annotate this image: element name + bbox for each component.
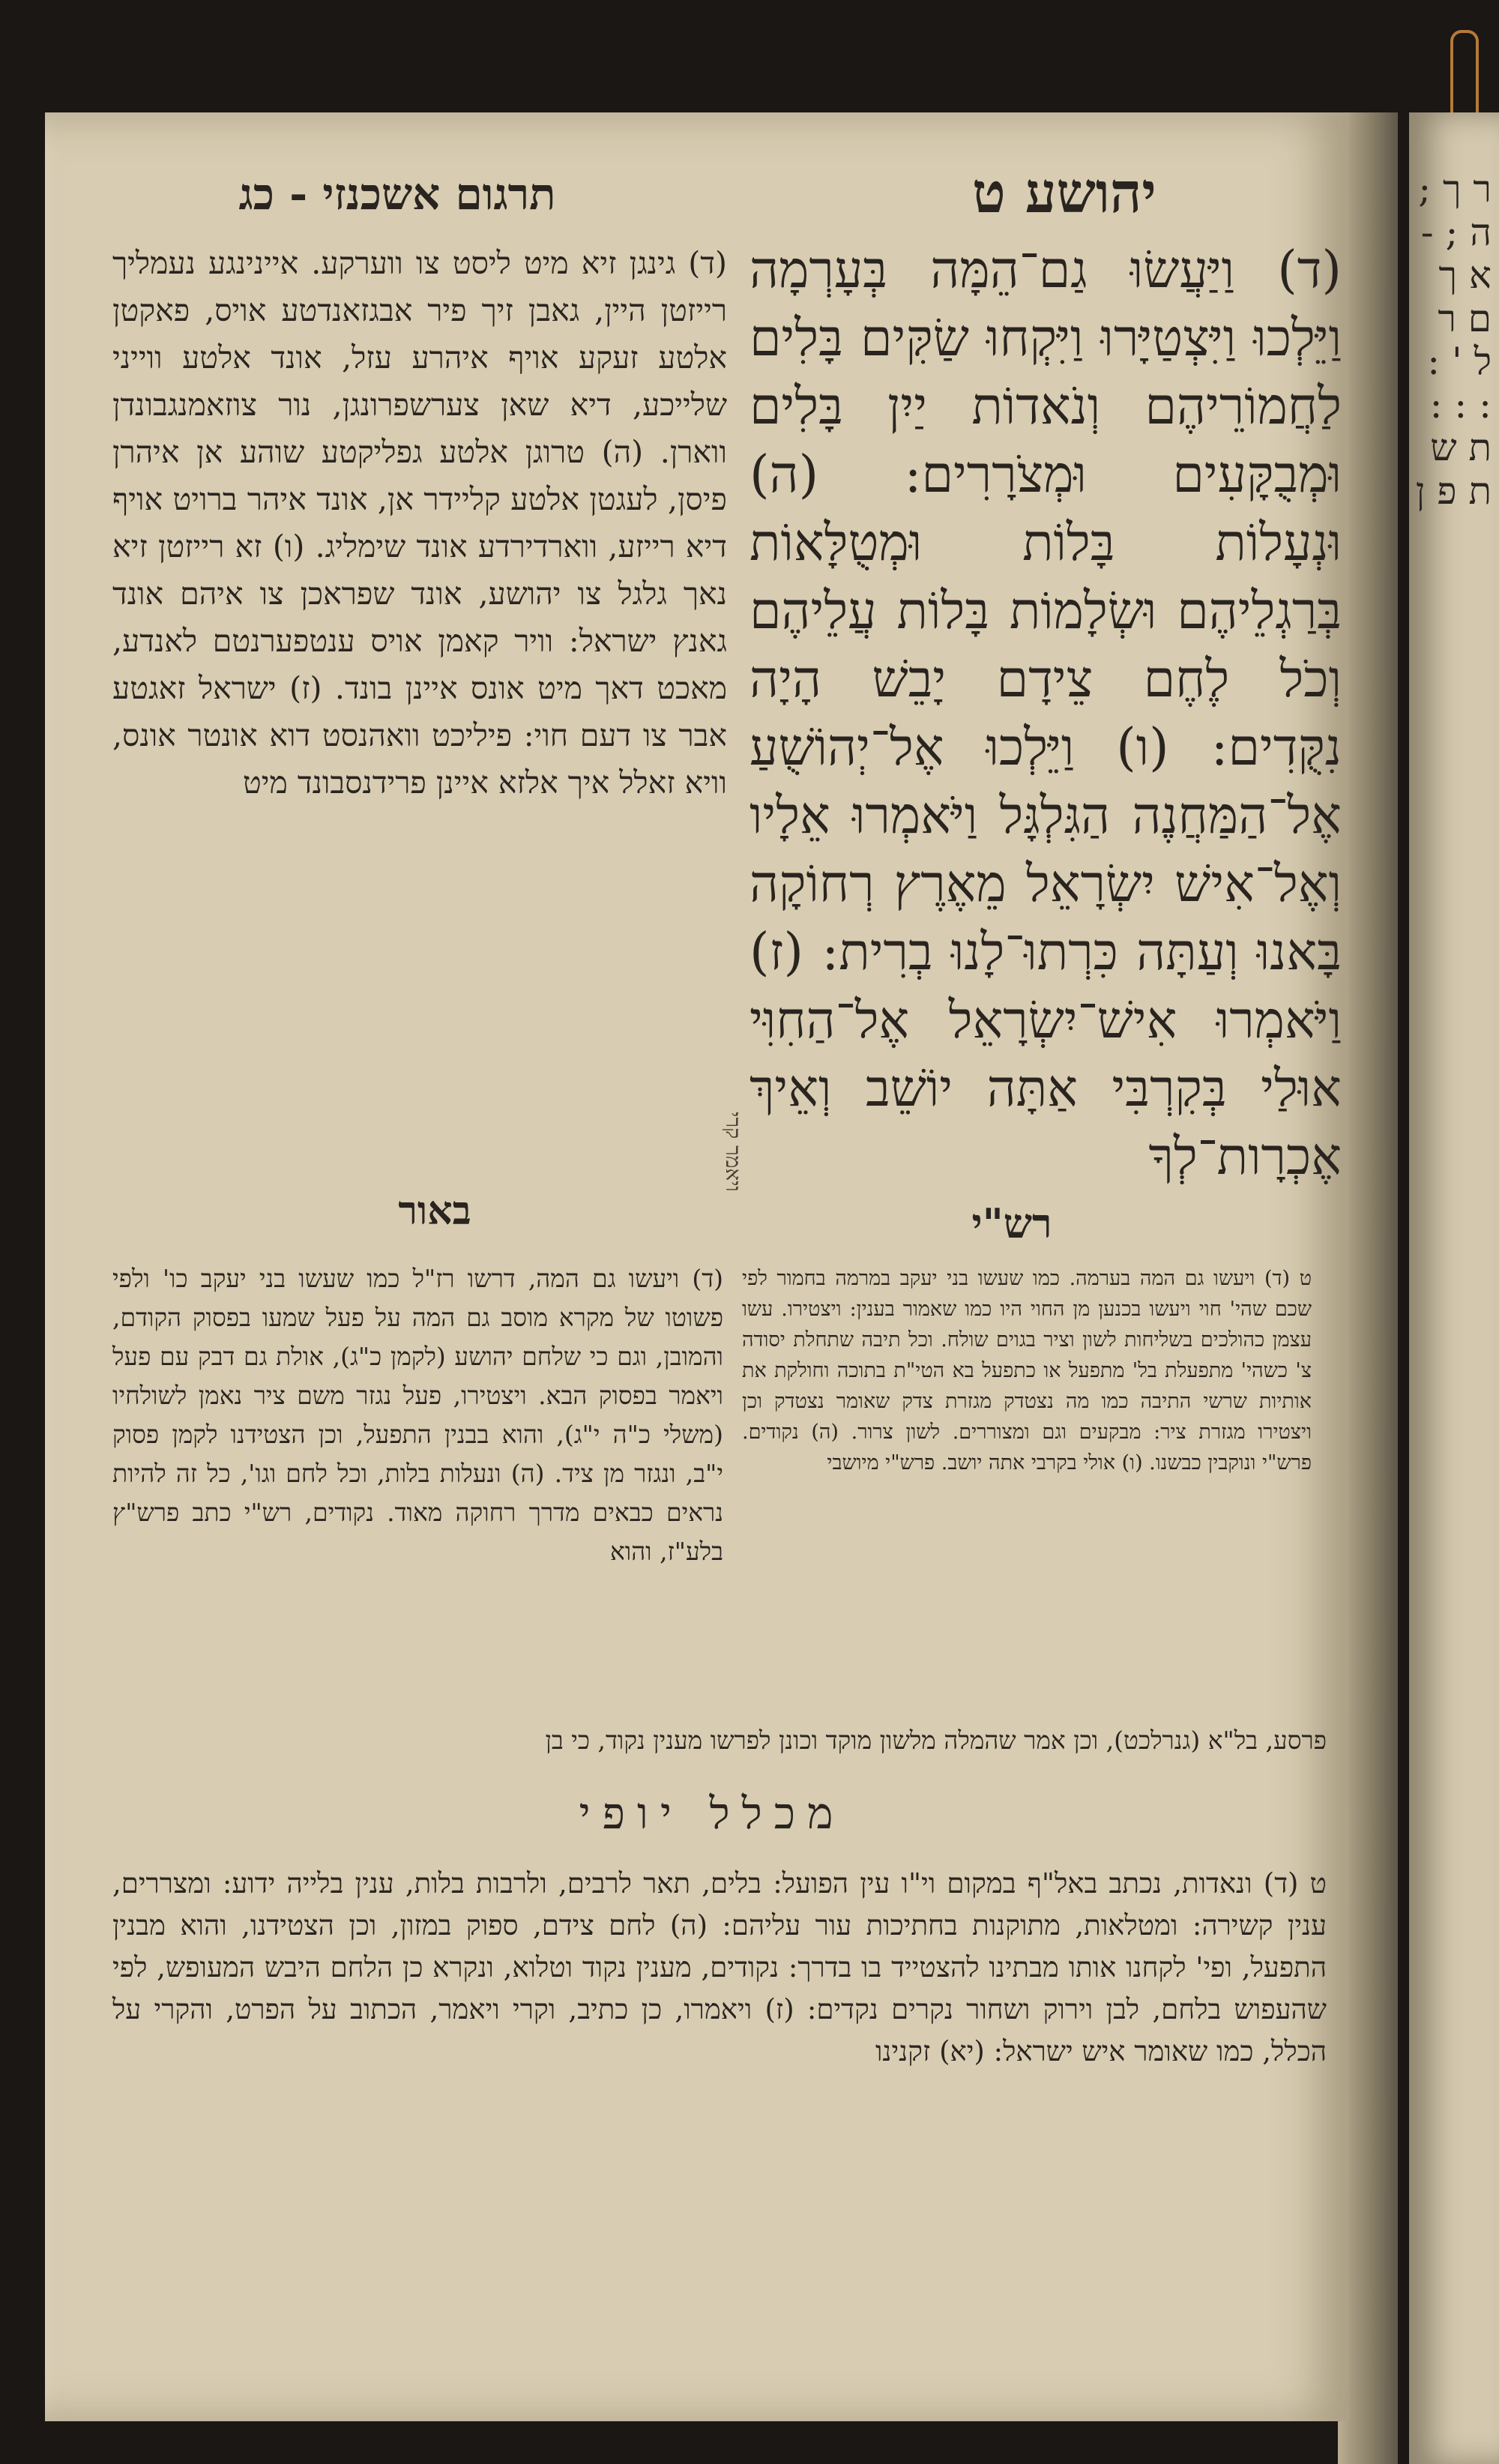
- rashi-heading: רש"י: [971, 1199, 1052, 1247]
- biur-heading: באור: [398, 1188, 471, 1234]
- hebrew-verse-text: (ד) וַיַּעֲשׂוּ גַם־הֵמָּה בְּעָרְמָה וַיֵּלְכוּ וַיִּצְטַיָּרוּ וַיִּקְחוּ שַׂקִּים בָּלִים לַחֲמוֹרֵיהֶם וְנֹאדוֹת יַיִן בָּלִים וּמְבֻקָּעִים וּמְצֹרָרִים: (ה) וּנְעָלוֹת בָּלוֹת וּמְטֻלָּאוֹת בְּרַגְלֵיהֶם וּשְׂלָמוֹת בָּלוֹת עֲלֵיהֶם וְכֹל לֶחֶם צֵידָם יָבֵשׁ הָיָה נִקֻּדִים: (ו) וַיֵּלְכוּ אֶל־יְהוֹשֻׁעַ אֶל־הַמַּחֲנֶה הַגִּלְגָּל וַיֹּאמְרוּ אֵלָיו וְאֶל־אִישׁ יִשְׂרָאֵל מֵאֶרֶץ רְחוֹקָה בָּאנוּ וְעַתָּה כִּרְתוּ־לָנוּ בְרִית: (ז) וַיֹּאמְרוּ אִישׁ־יִשְׂרָאֵל אֶל־הַחִוִּי אוּלַי בְּקִרְבִּי אַתָּה יוֹשֵׁב וְאֵיךְ אֶכְרָות־לְךָ: [750, 241, 1342, 1187]
- yiddish-translation-text: (ד) גינגן זיא מיט ליסט צו ווערקע. איינינגע נעמליך רייזטן היין, גאבן זיך פיר אבגזאנדטע אויס, פאקטן אלטע זעקע אויף איהרע עזל, אונד אלטע ווייני שלייכע, דיא שאן צערשפרונגן, נור צוזאמנגבונדן ווארן. (ה) טרוגן אלטע גפליקטע שוהע אן איהרן פיסן, לעגטן אלטע קליידר אן, אונד איהר ברויט אויף דיא רייזע, ווארדירדע אונד שימליג. (ו) זא רייזטן זיא נאך גלגל צו יהושע, אונד שפראכן צו איהם אונד גאנץ ישראל: וויר קאמן אויס ענטפערנטם לאנדע, מאכט דאך מיט אונס איינן בונד. (ז) ישראל זאגטע אבר צו דעם חוי: פיליכט וואהנסט דוא אונטר אונס, וויא זאלל איך אלזא איינן פרידנסבונד מיט: [112, 245, 727, 801]
- running-head-right: יהושע ט: [972, 161, 1156, 226]
- facing-page-glyphs: ר ך ; ה ; - א ך ם ר ל ' : : : : ת ש ת פ ן: [1415, 167, 1492, 513]
- mikhlal-yofi-heading: מכלל יופי: [579, 1788, 845, 1839]
- rashi-commentary: ט (ד) ויעשו גם המה בערמה. כמו שעשו בני יעקב במרמה בחמור לפי שכם שהי' חוי ויעשו בכנען מן החוי היו כמו שאמור בענין: ויצטירו. עשו עצמן כהולכים בשליחות לשון וציר בגוים שולח. וכל תיבה שתחלת יסודה צ' כשהי' מתפעלת בל' מתפעל או כתפעל בא הטי"ת בתוכה וחולקת את אותיות שרשי התיבה כמו מה נצטדק מגזרת צדק שאומר נצטדק וכן ויצטירו מגזרת ציר: מבקעים וגם ומצוררים. לשון צרור. (ה) נקודים. פרש"י ונוקבין כבשנו. (ו) אולי בקרבי אתה יושב. פרש"י מיושבי: [742, 1267, 1312, 1475]
- commentary-continuation-line: פרסע, בל"א (גנרלכט), וכן אמר שהמלה מלשון מוקד וכונן לפרשו מענין נקוד, כי בן: [545, 1726, 1327, 1755]
- facing-page-edge: [1409, 112, 1499, 2464]
- biur-commentary: (ד) ויעשו גם המה, דרשו רז"ל כמו שעשו בני יעקב כו' ולפי פשוטו של מקרא מוסב גם המה על פעל שמעו בפסוק הקודם, והמובן, וגם כי שלחם יהושע (לקמן כ"ג), אולת גם דבק עם פעל ויאמר בפסוק הבא. ויצטירו, פעל נגזר משם ציר נאמן לשולחיו (משלי כ"ה י"ג), והוא בבנין התפעל, וכן הצטידנו לקמן פסוק י"ב, ונגזר מן ציד. (ה) ונעלות בלות, וכל לחם וגו', כל זה להיות נראים כבאים מדרך רחוקה מאוד. נקודים, רש"י כתב פרש"ץ בלע"ז, והוא: [112, 1264, 723, 1566]
- running-head-left: תרגום אשכנזי - כג: [238, 169, 556, 220]
- binding-thread: [1450, 30, 1479, 123]
- qere-side-note: ויאמר קרי: [721, 1112, 746, 1192]
- mikhlal-yofi-commentary: ט (ד) ונאדות, נכתב באל"ף במקום וי"ו עין הפועל: בלים, תאר לרבים, ולרבות בלות, ענין בלייה ידוע: ומצררים, ענין קשירה: ומטלאות, מתוקנות בחתיכות עור עליהם: (ה) לחם צידם, ספוק במזון, וכן הצטידנו, והוא מבנין התפעל, ופי' לקחנו אותו מבתינו להצטייד בו בדרך: נקודים, מענין נקוד וטלוא, ונקרא כן הלחם היבש המעופש, לפי שהעפוש בלחם, לבן וירוק ושחור נקרים נקדים: (ז) ויאמרו, כן כתיב, וקרי ויאמר, הכתוב על הפרט, והקרי על הכלל, כמו שאומר איש ישראל: (יא) זקנינו: [112, 1867, 1327, 2067]
